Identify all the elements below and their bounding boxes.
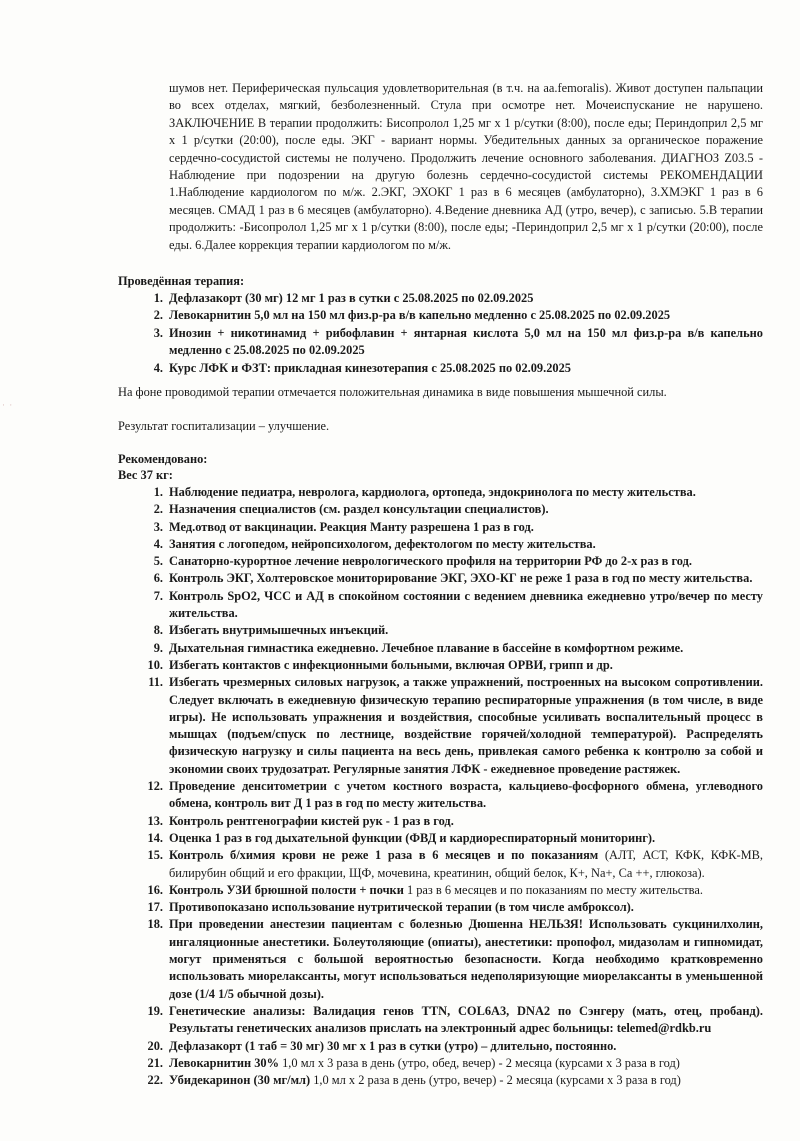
recommendation-item: 9. Дыхательная гимнастика ежедневно. Лечебное плавание в бассейне в комфортном режиме. <box>153 640 684 655</box>
therapy-item: 3. Инозин + никотинамид + рибофлавин + янтарная кислота 5,0 мл на 150 мл физ.р-ра в/в капельно медленно с 25.08.2025 по 02.09.2025 <box>153 325 763 358</box>
recommendation-item: 20. Дефлазакорт (1 таб = 30 мг) 30 мг х 1 раз в сутки (утро) – длительно, постоянно. <box>147 1038 617 1053</box>
recommendation-item: 1. Наблюдение педиатра, невролога, кардиолога, ортопеда, эндокринолога по месту жительства. <box>153 485 696 499</box>
recommendation-item: 3. Мед.отвод от вакцинации. Реакция Манту разрешена 1 раз в год. <box>153 519 534 534</box>
recommendation-item: 12. Проведение денситометрии с учетом костного возраста, кальциево-фосфорного обмена, углеводного обмена, контроль вит Д 1 раз в год по месту жительства. <box>147 779 763 811</box>
recommendation-item: 6. Контроль ЭКГ, Холтеровское мониторирование ЭКГ, ЭХО-КГ не реже 1 раза в год по месту жительства. <box>153 571 753 586</box>
intro-paragraph: шумов нет. Периферическая пульсация удовлетворительная (в т.ч. на aa.femoralis). Живот доступен пальпации во всех отделах, мягкий, безболезненный. Стула при осмотре нет. Мочеиспускание не нарушено. ЗАКЛЮЧЕНИЕ В терапии продолжить: Бисопролол 1,25 мг х 1 р/сутки (8:00), после еды; Периндоприл 2,5 мг х 1 р/сутки (20:00), после еды. ЭКГ - вариант нормы. Убедительных данных за органическое поражение сердечно-сосудистой системы не получено. Продолжить лечение основного заболевания. ДИАГНОЗ Z03.5 - Наблюдение при подозрении на другую болезнь сердечно-сосудистой системы РЕКОМЕНДАЦИИ 1.Наблюдение кардиологом по м/ж. 2.ЭКГ, ЭХОКГ 1 раз в 6 месяцев (амбулаторно), 3.ХМЭКГ 1 раз в 6 месяцев. СМАД 1 раз в 6 месяцев (амбулаторно). 4.Ведение дневника АД (утро, вечер), с записью. 5.В терапии продолжить: -Бисопролол 1,25 мг х 1 р/сутки (8:00), после еды; -Периндоприл 2,5 мг х 1 р/сутки (20:00), после еды. 6.Далее коррекция терапии кардиологом по м/ж. <box>169 81 763 252</box>
recommendation-item: 7. Контроль SpO2, ЧСС и АД в спокойном состоянии с ведением дневника ежедневно утро/вечер по месту жительства. <box>153 588 763 621</box>
recommendation-item: 8. Избегать внутримышечных инъекций. <box>153 623 389 638</box>
dynamics-paragraph: На фоне проводимой терапии отмечается положительная динамика в виде повышения мышечной силы. <box>118 385 667 399</box>
recommendation-item: 4. Занятия с логопедом, нейропсихологом, дефектологом по месту жительства. <box>153 536 596 551</box>
therapy-item: 1. Дефлазакорт (30 мг) 12 мг 1 раз в сутки с 25.08.2025 по 02.09.2025 <box>153 291 534 305</box>
recommendation-item: 16. Контроль УЗИ брюшной полости + почки 1 раз в 6 месяцев и по показаниям по месту жительства. <box>147 882 703 897</box>
therapy-item: 2. Левокарнитин 5,0 мл на 150 мл физ.р-ра в/в капельно медленно с 25.08.2025 по 02.09.2025 <box>153 308 671 323</box>
margin-stamp-mark: · · <box>2 400 14 410</box>
recommendation-item: 10. Избегать контактов с инфекционными больными, включая ОРВИ, грипп и др. <box>147 657 613 672</box>
recommendation-item: 11. Избегать чрезмерных силовых нагрузок, а также упражнений, построенных на высоком сопротивлении. Следует включать в ежедневную физическую терапию респираторные упражнения (в том числе, в виде игры). Не использовать упражнения и воздействия, способные усиливать воспалительный процесс в мышцах (подъем/спуск по лестнице, воздействие горячей/холодной температурой). Распределять физическую нагрузку и силы пациента на весь день, привлекая самого ребенка к контролю за собой и экономии своих трудозатрат. Регулярные занятия ЛФК - ежедневное проведение растяжек. <box>148 675 763 776</box>
therapy-item: 4. Курс ЛФК и ФЗТ: прикладная кинезотерапия с 25.08.2025 по 02.09.2025 <box>153 360 572 375</box>
recommendation-item: 19. Генетические анализы: Валидация генов TTN, COL6A3, DNA2 по Сэнгеру (мать, отец, пробанд). Результаты генетических анализов прислать на электронный адрес больницы: telemed@rdkb.ru <box>147 1003 763 1036</box>
recommendations-heading: Рекомендовано: <box>118 452 208 466</box>
recommendations-list <box>141 484 763 1089</box>
recommendation-item: 14. Оценка 1 раз в год дыхательной функции (ФВД и кардиореспираторный мониторинг). <box>147 830 656 845</box>
recommendation-item: 21. Левокарнитин 30% 1,0 мл х 3 раза в день (утро, обед, вечер) - 2 месяца (курсами х 3 раза в год) <box>147 1055 680 1070</box>
weight-label: Вес 37 кг: <box>118 468 173 482</box>
recommendation-item: 15. Контроль б/химия крови не реже 1 раза в 6 месяцев и по показаниям (АЛТ, АСТ, КФК, КФК-МВ, билирубин общий и его фракции, ЩФ, мочевина, креатинин, общий белок, К+, Na+, Ca ++, глюкоза). <box>147 848 763 880</box>
therapy-list <box>141 290 763 377</box>
recommendation-item: 17. Противопоказано использование нутритической терапии (в том числе амброксол). <box>147 900 634 915</box>
recommendation-item: 22. Убидекаринон (30 мг/мл) 1,0 мл х 2 раза в день (утро, вечер) - 2 месяца (курсами х 3 раза в год) <box>147 1073 681 1088</box>
therapy-heading: Проведённая терапия: <box>118 274 245 288</box>
result-paragraph: Результат госпитализации – улучшение. <box>118 419 330 433</box>
recommendation-item: 13. Контроль рентгенографии кистей рук - 1 раз в год. <box>147 813 454 828</box>
recommendation-item: 5. Санаторно-курортное лечение неврологического профиля на территории РФ до 2-х раз в год. <box>153 554 692 569</box>
recommendation-item: 18. При проведении анестезии пациентам с болезнью Дюшенна НЕЛЬЗЯ! Использовать сукцинилхолин, ингаляционные анестетики. Болеутоляющие (опиаты), анестетики: пропофол, мидазолам и гипномидат, могут применяться с большой вероятностью безопасности. Когда необходимо кратковременно использовать миорелаксанты, могут использоваться недеполяризующие миорелаксанты в уменьшенной дозе (1/4 1/5 обычной дозы). <box>147 917 763 1001</box>
recommendation-item: 2. Назначения специалистов (см. раздел консультации специалистов). <box>153 502 549 517</box>
